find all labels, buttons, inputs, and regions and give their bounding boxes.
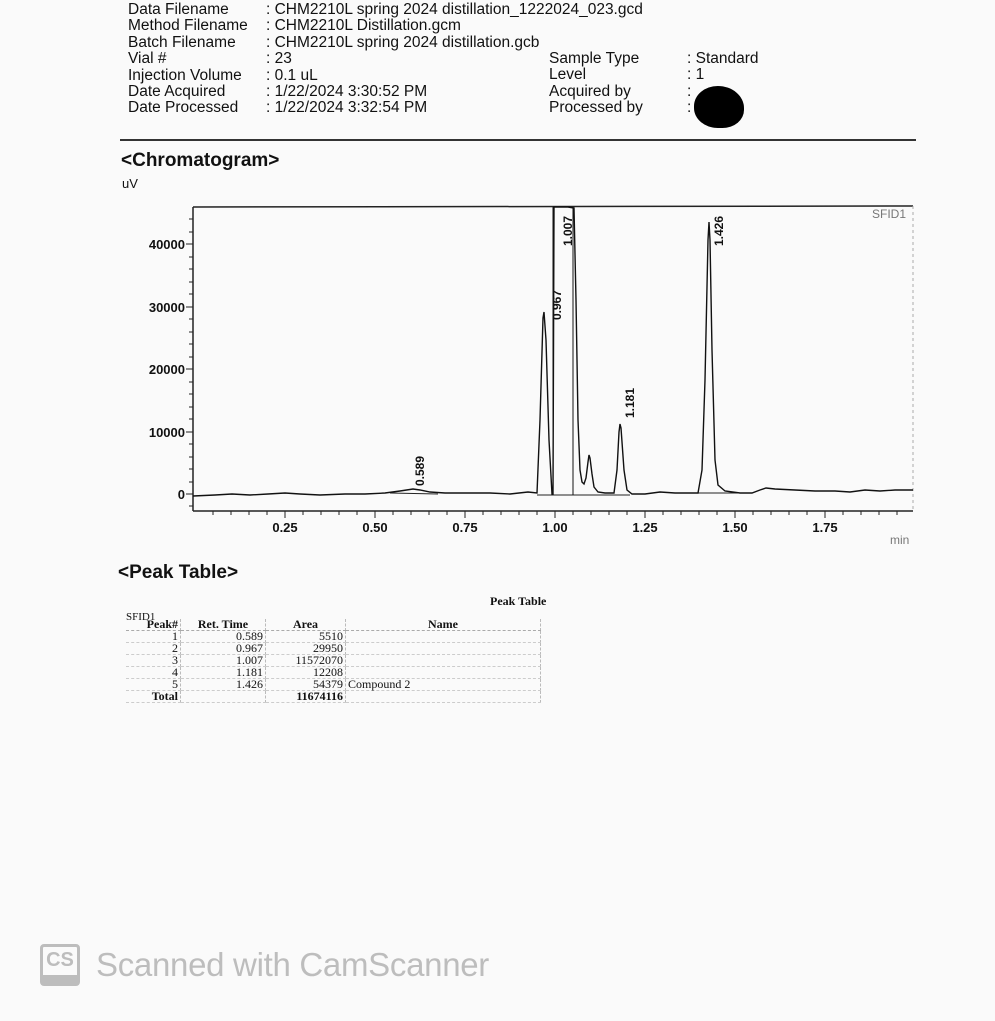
cell-name: [346, 631, 541, 643]
chromatogram-title: <Chromatogram>: [121, 150, 280, 171]
cell-peak: 4: [126, 667, 181, 679]
info-value: : 1: [687, 66, 705, 84]
x-unit-label: min: [890, 533, 910, 547]
x-tick-1.25: 1.25: [632, 520, 658, 535]
y-ticks: [186, 219, 193, 506]
watermark-text: Scanned with CamScanner: [96, 946, 489, 983]
info-label: Data Filename: [128, 1, 229, 18]
cell-peak: 2: [126, 643, 181, 655]
cell-rt: 1.181: [181, 667, 266, 679]
info-label: Acquired by: [549, 82, 631, 100]
peak-table: [126, 619, 541, 703]
info-label: Method Filename: [128, 17, 248, 35]
camscanner-watermark: [40, 944, 489, 986]
cell-area: 11572070: [266, 655, 346, 667]
y-tick-labels: [149, 237, 185, 502]
x-tick-0.75: 0.75: [452, 520, 478, 535]
peak-table-title: <Peak Table>: [118, 562, 239, 583]
info-label: Injection Volume: [128, 66, 242, 84]
info-label: Processed by: [549, 99, 643, 117]
peak-table-subtitle: Peak Table: [490, 594, 547, 608]
cell-peak: 1: [126, 631, 181, 643]
plot-top-border: [193, 206, 913, 207]
peak-table-channel: SFID1: [126, 611, 156, 623]
x-tick-labels: [272, 520, 837, 535]
cell-total-area: 11674116: [266, 691, 346, 703]
info-label: Vial #: [128, 50, 167, 68]
cell-empty: [346, 691, 541, 703]
x-ticks: [213, 511, 897, 518]
col-area: Area: [266, 619, 346, 631]
y-tick-30000: 30000: [148, 300, 185, 315]
info-value: :: [687, 82, 692, 100]
peak-label-1.426: 1.426: [712, 215, 726, 246]
info-value: : CHM2210L Distillation.gcm: [266, 17, 461, 35]
cell-area: 54379: [266, 679, 346, 691]
peak-labels: [413, 216, 726, 486]
col-name: Name: [346, 619, 541, 631]
cell-total-label: Total: [126, 691, 181, 703]
info-label: Batch Filename: [128, 33, 236, 51]
cell-rt: 1.007: [181, 655, 266, 667]
info-label: Level: [549, 66, 587, 84]
info-label: Sample Type: [549, 50, 640, 67]
cell-area: 5510: [266, 631, 346, 643]
x-tick-1.50: 1.50: [722, 520, 748, 535]
col-peak: Peak#: [126, 619, 181, 631]
x-tick-1.75: 1.75: [812, 520, 838, 535]
y-tick-0: 0: [177, 487, 185, 502]
cell-name: Compound 2: [346, 679, 541, 691]
info-value: : 23: [266, 50, 292, 68]
peak-label-0.967: 0.967: [550, 289, 564, 320]
info-value: :: [687, 99, 692, 117]
cell-area: 29950: [266, 643, 346, 655]
y-tick-40000: 40000: [148, 237, 185, 252]
camscanner-logo-icon: CS: [40, 944, 80, 986]
channel-label: SFID1: [872, 207, 907, 221]
rt-markers: [553, 207, 573, 495]
cell-area: 12208: [266, 667, 346, 679]
x-tick-0.50: 0.50: [362, 520, 388, 535]
info-label: Date Acquired: [128, 83, 226, 101]
x-tick-0.25: 0.25: [272, 520, 298, 535]
info-value: : Standard: [687, 50, 759, 67]
info-value: : CHM2210L spring 2024 distillation_1222024_023.gcd: [266, 1, 643, 18]
col-ret-time: Ret. Time: [181, 619, 266, 631]
peak-label-1.181: 1.181: [623, 387, 637, 418]
info-value: : 1/22/2024 3:30:52 PM: [266, 83, 428, 101]
y-tick-10000: 10000: [148, 425, 185, 440]
cell-peak: 3: [126, 655, 181, 667]
peak-label-1.007: 1.007: [561, 215, 575, 246]
cell-peak: 5: [126, 679, 181, 691]
info-value: : 1/22/2024 3:32:54 PM: [266, 99, 428, 117]
cell-rt: 0.967: [181, 643, 266, 655]
y-unit-label: uV: [122, 176, 138, 191]
peak-label-0.589: 0.589: [413, 455, 427, 486]
y-tick-20000: 20000: [148, 362, 185, 377]
info-label: Date Processed: [128, 99, 239, 117]
cell-empty: [181, 691, 266, 703]
cell-rt: 1.426: [181, 679, 266, 691]
cell-name: [346, 655, 541, 667]
table-total-row: [126, 691, 541, 703]
info-value: : 0.1 uL: [266, 66, 318, 84]
x-tick-1.00: 1.00: [542, 520, 568, 535]
cell-name: [346, 643, 541, 655]
info-value: : CHM2210L spring 2024 distillation.gcb: [266, 33, 540, 51]
cell-rt: 0.589: [181, 631, 266, 643]
